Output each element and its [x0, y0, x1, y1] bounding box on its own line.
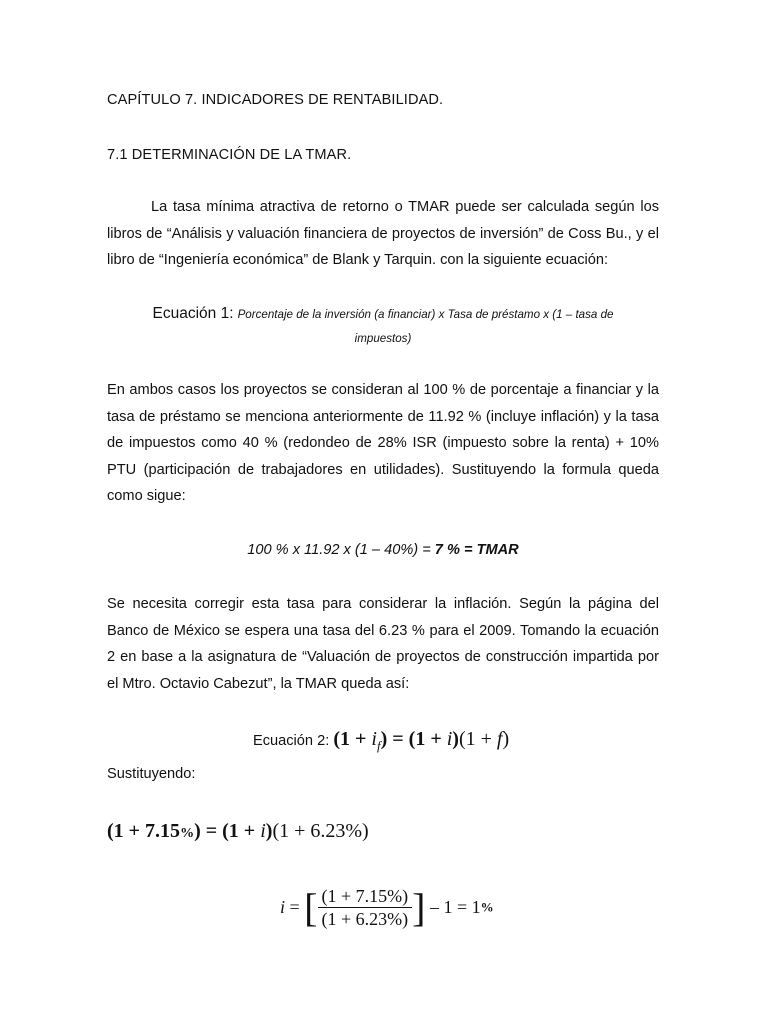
equation-2-formula: $(1 + i_f) = (1 + i)(1 + f)$ [333, 728, 510, 753]
tmar-result: 7 % = TMAR [434, 542, 519, 558]
chapter-title: CAPÍTULO 7. INDICADORES DE RENTABILIDAD. [107, 92, 444, 108]
equation-2-label: Ecuación 2: [253, 733, 330, 749]
equation-4: i = [ $\frac{(1 + 7.15\%)}{(1 + 6.23\%)}$ ] – 1 = 1% [280, 885, 494, 930]
equation-1-label: Ecuación 1: [152, 305, 234, 322]
fraction-numerator: (1 + 7.15%) [318, 885, 413, 908]
equation-1-text: Porcentaje de la inversión (a financiar) x Tasa de préstamo x (1 – tasa de [237, 308, 614, 321]
fraction [318, 885, 413, 930]
equation-2 [253, 728, 509, 754]
tmar-expression: 100 % x 11.92 x (1 – 40%) = [247, 542, 435, 558]
paragraph-3: Se necesita corregir esta tasa para considerar la inflación. Según la página del Banco de México se espera una tasa del 6.23 % para el 2009. Tomando la ecuación 2 en base a la asignatura de “Valuación de proyectos de construcción impartida por el Mtro. Octavio Cabezut”, la TMAR queda así: [107, 596, 659, 692]
fraction-denominator: (1 + 6.23%) [321, 909, 409, 929]
equation-1-continuation: impuestos) [354, 332, 412, 345]
tmar-calculation [107, 542, 659, 558]
substituting-label: Sustituyendo: [107, 766, 196, 782]
intro-paragraph: La tasa mínima atractiva de retorno o TMAR puede ser calculada según los libros de “Análisis y valuación financiera de proyectos de inversión” de Coss Bu., y el libro de “Ingeniería económica” de Blank y Tarquin. con la siguiente ecuación: [107, 199, 659, 268]
paragraph-2: En ambos casos los proyectos se consideran al 100 % de porcentaje a financiar y la tasa de préstamo se menciona anteriormente de 11.92 % (incluye inflación) y la tasa de impuestos como 40 % (redondeo de 28% ISR (impuesto sobre la renta) + 10% PTU (participación de trabajadores en utilidades). Sustituyendo la formula queda como sigue: [107, 382, 659, 504]
section-title: 7.1 DETERMINACIÓN DE LA TMAR. [107, 147, 352, 163]
equation-3: (1 + 7.15%) = (1 + i)(1 + 6.23%) [107, 820, 369, 842]
equation-1 [107, 305, 659, 323]
